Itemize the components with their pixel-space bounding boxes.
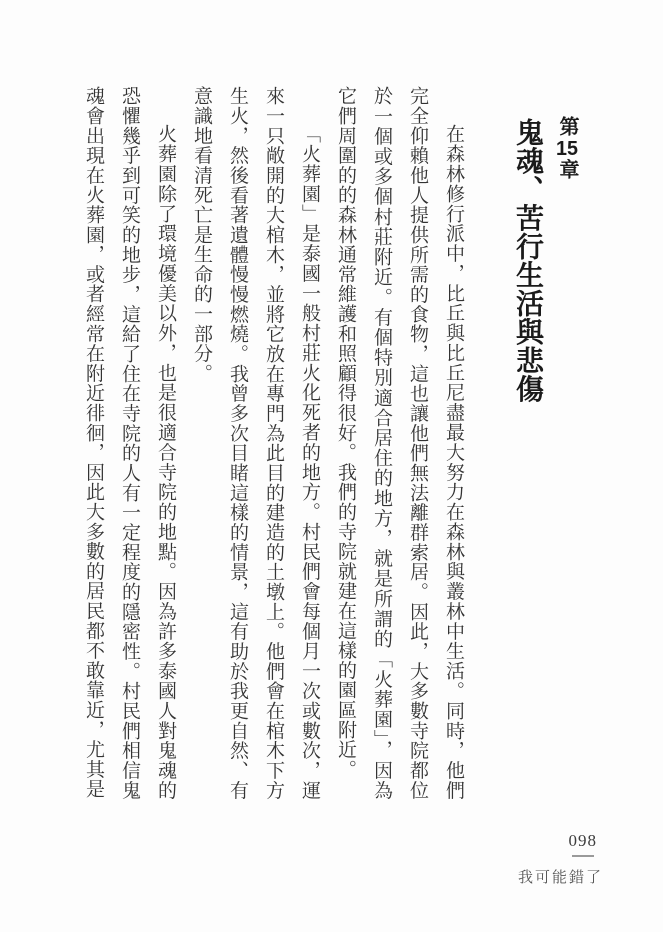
body-text xyxy=(75,86,471,800)
page-number: 098 xyxy=(568,831,597,850)
paragraph: 在森林修行派中，比丘與比丘尼盡最大努力在森林與叢林中生活。同時，他們完全仰賴他人提供所需的食物，這也讓他們無法離群索居。因此，大多數寺院都位於一個或多個村莊附近。有個特別適合居住的地方，就是所謂的「火葬園」，因為它們周圍的的森林通常維護和照顧得很好。我們的寺院就建在這樣的園區附近。 xyxy=(335,86,464,800)
chapter-number-suffix: 章 xyxy=(556,159,578,182)
chapter-number-digits: 15 xyxy=(556,139,578,159)
page-number-block xyxy=(569,831,598,857)
vertical-text-block xyxy=(75,86,585,800)
paragraph: 火葬園除了環境優美以外，也是很適合寺院的地點。因為許多泰國人對鬼魂的恐懼幾乎到可笑的地步，這給了住在寺院的人有一定程度的隱密性。村民們相信鬼魂會出現在火葬園，或者經常在附近徘徊，因此大多數的居民都不敢靠近，尤其是 xyxy=(83,86,176,800)
paragraph: 「火葬園」是泰國一般村莊火化死者的地方。村民們會每個月一次或數次，運來一只敞開的大棺木，並將它放在專門為此目的建造的土墩上。他們會在棺木下方生火，然後看著遺體慢慢燃燒。我曾多次目睹這樣的情景，這有助於我更自然、有意識地看清死亡是生命的一部分。 xyxy=(191,86,320,800)
chapter-number xyxy=(549,86,585,800)
page-footer xyxy=(518,831,603,887)
book-title: 我可能錯了 xyxy=(517,870,603,886)
page-number-rule xyxy=(572,855,594,857)
chapter-number-prefix: 第 xyxy=(556,116,578,139)
chapter-title: 鬼魂、苦行生活與悲傷 xyxy=(513,118,544,403)
